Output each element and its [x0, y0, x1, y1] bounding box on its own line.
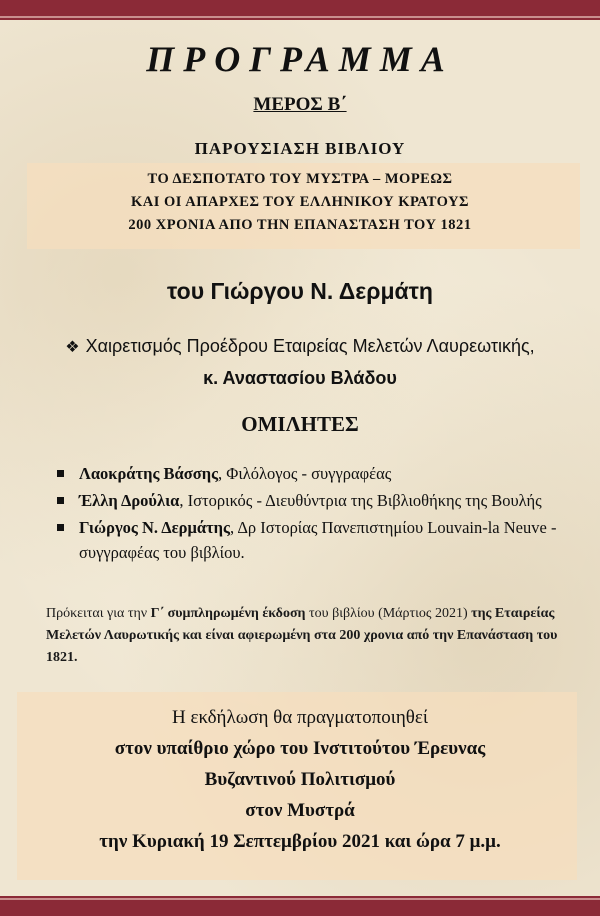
greeting — [0, 331, 600, 393]
speaker-item — [55, 461, 595, 486]
presentation-heading: ΠΑΡΟΥΣΙΑΣΗ ΒΙΒΛΙΟΥ — [194, 139, 406, 158]
note-text: του βιβλίου (Μάρτιος 2021) — [305, 606, 472, 621]
speakers-heading: ΟΜΙΛΗΤΕΣ — [241, 412, 359, 436]
book-title-line: ΤΟ ΔΕΣΠΟΤΑΤΟ ΤΟΥ ΜΥΣΤΡΑ – ΜΟΡΕΩΣ — [147, 171, 453, 187]
book-title-line: ΚΑΙ ΟΙ ΑΠΑΡΧΕΣ ΤΟΥ ΕΛΛΗΝΙΚΟΥ ΚΡΑΤΟΥΣ — [130, 194, 470, 210]
note-dedication: της Εταιρείας Μελετών Λαυρωτικής και είναι αφιερωμένη στα 200 χρονια από την Επανάσταση του 1821. — [46, 606, 558, 665]
top-border-stripe — [0, 16, 600, 18]
speaker-name: Λαοκράτης Βάσσης — [79, 464, 219, 483]
venue-info — [0, 702, 600, 857]
book-title-line: 200 ΧΡΟΝΙΑ ΑΠΟ ΤΗΝ ΕΠΑΝΑΣΤΑΣΗ ΤΟΥ 1821 — [128, 217, 472, 233]
venue-intro: Η εκδήλωση θα πραγματοποιηθεί — [172, 707, 428, 728]
part-subtitle: ΜΕΡΟΣ Β΄ — [253, 94, 347, 115]
speaker-item — [55, 488, 595, 513]
speaker-role: , Δρ Ιστορίας Πανεπιστημίου Louvain-la Neuve - συγγραφέας του βιβλίου. — [79, 518, 557, 562]
speaker-role: , Φιλόλογος - συγγραφέας — [218, 464, 392, 483]
note-text: Πρόκειται για την — [46, 606, 151, 621]
speakers-list — [55, 461, 595, 567]
note-edition: Γ΄ συμπληρωμένη έκδοση — [150, 606, 306, 621]
square-bullet-icon — [57, 470, 64, 477]
greeting-name: κ. Αναστασίου Βλάδου — [203, 368, 397, 388]
book-author: του Γιώργου Ν. Δερμάτη — [167, 278, 433, 304]
bottom-border-stripe — [0, 898, 600, 900]
greeting-text: Χαιρετισμός Προέδρου Εταιρείας Μελετών Λαυρεωτικής, — [85, 336, 535, 356]
square-bullet-icon — [57, 497, 64, 504]
venue-location: Βυζαντινού Πολιτισμού — [204, 769, 396, 790]
top-border-band — [0, 0, 600, 20]
speaker-item — [55, 515, 595, 565]
bottom-border-band — [0, 896, 600, 916]
greeting-name-line — [0, 363, 600, 393]
edition-note — [46, 603, 566, 669]
greeting-line — [0, 331, 600, 363]
venue-place: στον Μυστρά — [245, 800, 355, 821]
speaker-name: Γιώργος Ν. Δερμάτης — [79, 518, 230, 537]
square-bullet-icon — [57, 524, 64, 531]
speaker-role: , Ιστορικός - Διευθύντρια της Βιβλιοθήκης της Βουλής — [179, 491, 542, 510]
diamond-bullet-icon: ❖ — [65, 339, 80, 356]
book-title — [0, 168, 600, 237]
venue-datetime: την Κυριακή 19 Σεπτεμβρίου 2021 και ώρα 7 μ.μ. — [99, 831, 501, 852]
page-title: ΠΡΟΓΡΑΜΜΑ — [146, 39, 454, 79]
speaker-name: Έλλη Δρούλια — [79, 491, 180, 510]
venue-location: στον υπαίθριο χώρο του Ινστιτούτου Έρευνας — [114, 738, 486, 759]
